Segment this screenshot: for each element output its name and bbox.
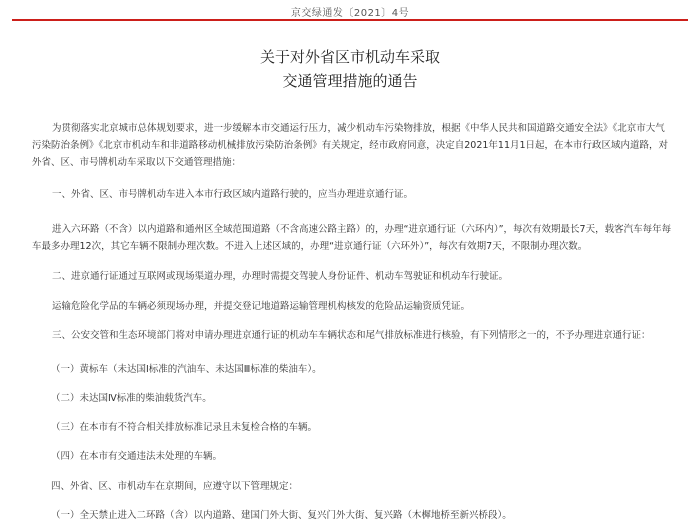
paragraph-section-1: 一、外省、区、市号牌机动车进入本市行政区域内道路行驶的，应当办理进京通行证。 [51, 189, 413, 200]
list-item-3-4: （四）在本市有交通违法未处理的车辆。 [51, 451, 223, 462]
paragraph-section-2-detail: 运输危险化学品的车辆必须现场办理，并提交登记地道路运输管理机构核发的危险品运输资质凭证。 [51, 301, 470, 312]
document-number: 京交绿通发〔2021〕4号 [290, 8, 410, 19]
paragraph-section-3: 三、公安交管和生态环境部门将对申请办理进京通行证的机动车车辆状态和尾气排放标准进行核验，有下列情形之一的，不予办理进京通行证： [51, 330, 651, 341]
document-title-line-2: 交通管理措施的通告 [282, 72, 418, 90]
list-item-3-3: （三）在本市有不符合相关排放标准记录且未复检合格的车辆。 [51, 422, 318, 433]
paragraph-section-2: 二、进京通行证通过互联网或现场渠道办理，办理时需提交驾驶人身份证件、机动车驾驶证和机动车行驶证。 [51, 271, 508, 282]
list-item-4-1: （一）全天禁止进入二环路（含）以内道路、建国门外大街、复兴门外大街、复兴路（木樨地桥至新兴桥段）。 [51, 510, 512, 521]
document-title-line-1: 关于对外省区市机动车采取 [259, 48, 440, 66]
paragraph-section-1-detail: 进入六环路（不含）以内道路和通州区全域范围道路（不含高速公路主路）的，办理“进京通行证（六环内）”，每次有效期最长7天，载客汽车每年每车最多办理12次，其它车辆不限制办理次数。不进入上述区域的，办理“进京通行证（六环外）”，每次有效期7天，不限制办理次数。 [32, 224, 672, 252]
paragraph-intro: 为贯彻落实北京城市总体规划要求，进一步缓解本市交通运行压力，减少机动车污染物排放，根据《中华人民共和国道路交通安全法》《北京市大气污染防治条例》《北京市机动车和非道路移动机械排放污染防治条例》有关规定，经市政府同意，决定自2021年11月1日起，在本市行政区域内道路，对外省、区、市号牌机动车采取以下交通管理措施： [32, 123, 669, 168]
paragraph-section-4: 四、外省、区、市机动车在京期间，应遵守以下管理规定： [51, 481, 299, 492]
red-divider [12, 19, 688, 21]
list-item-3-1: （一）黄标车（未达国Ⅰ标准的汽油车、未达国Ⅲ标准的柴油车）。 [51, 364, 322, 375]
list-item-3-2: （二）未达国Ⅳ标准的柴油载货汽车。 [51, 393, 212, 404]
